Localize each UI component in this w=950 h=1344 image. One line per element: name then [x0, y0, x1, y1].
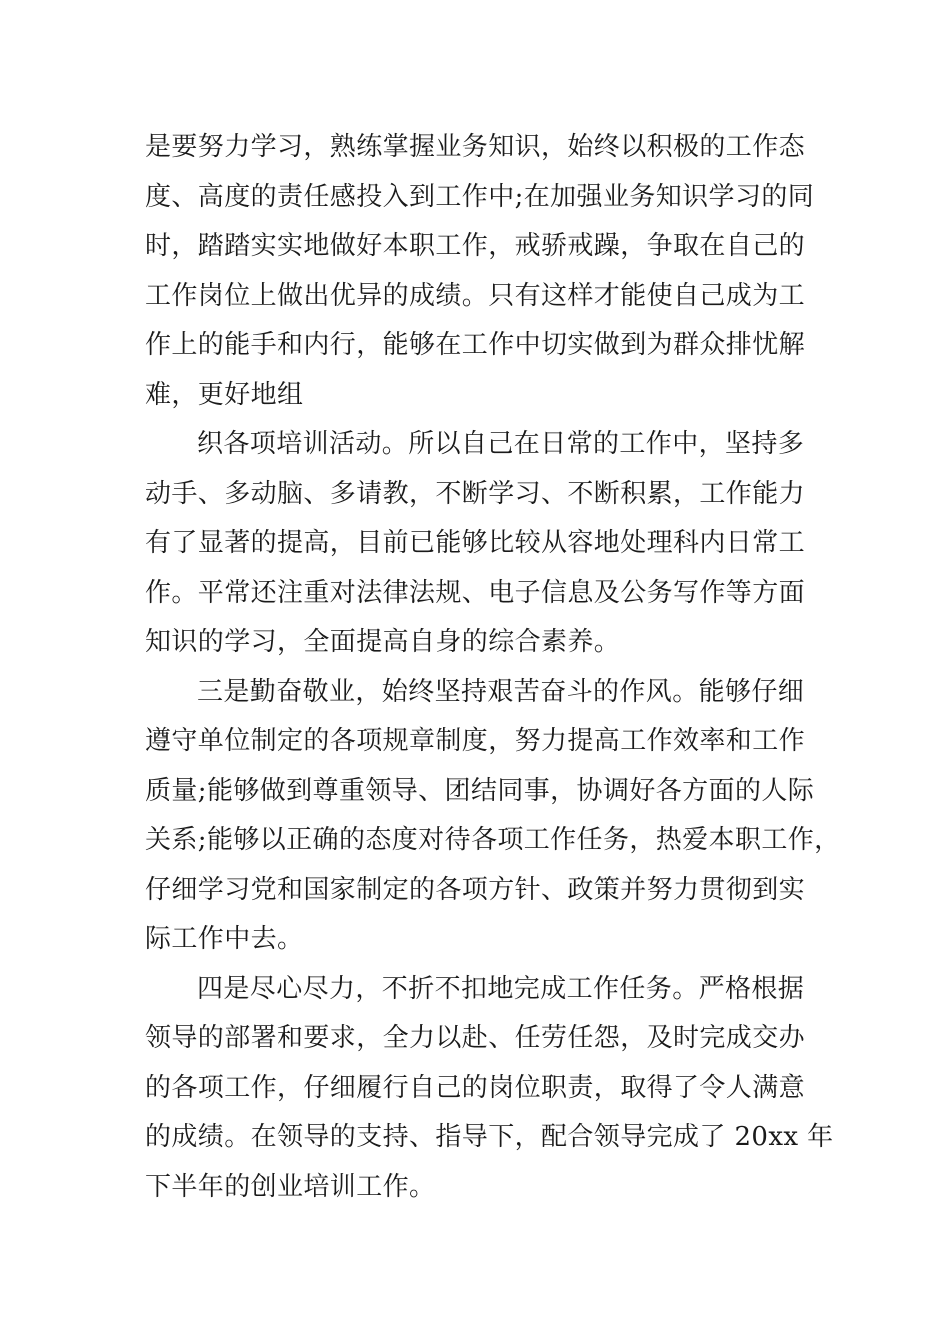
text-line: 作。平常还注重对法律法规、电子信息及公务写作等方面	[145, 577, 806, 608]
text-line: 难，更好地组	[145, 379, 304, 410]
paragraph-start-line: 织各项培训活动。所以自己在日常的工作中，坚持多	[197, 429, 805, 459]
text-line: 有了显著的提高，目前已能够比较从容地处理科内日常工	[145, 528, 806, 558]
text-line: 际工作中去。	[145, 924, 304, 954]
paragraph-start-line: 四是尽心尽力，不折不扣地完成工作任务。严格根据	[197, 973, 805, 1004]
text-line: 领导的部署和要求，全力以赴、任劳任怨，及时完成交办	[145, 1023, 806, 1053]
paragraph-start-line: 三是勤奋敬业，始终坚持艰苦奋斗的作风。能够仔细	[197, 676, 805, 707]
text-line: 动手、多动脑、多请教，不断学习、不断积累，工作能力	[145, 478, 806, 509]
text-line: 遵守单位制定的各项规章制度，努力提高工作效率和工作	[145, 726, 806, 756]
text-line: 下半年的创业培训工作。	[145, 1171, 436, 1202]
text-line: 度、高度的责任感投入到工作中;在加强业务知识学习的同	[145, 181, 815, 212]
text-line: 质量;能够做到尊重领导、团结同事，协调好各方面的人际	[145, 775, 815, 806]
text-line: 时，踏踏实实地做好本职工作，戒骄戒躁，争取在自己的	[145, 231, 806, 261]
text-line: 关系;能够以正确的态度对待各项工作任务，热爱本职工作，	[145, 825, 841, 855]
text-line: 的各项工作，仔细履行自己的岗位职责，取得了令人满意	[145, 1072, 806, 1103]
text-line: 仔细学习党和国家制定的各项方针、政策并努力贯彻到实	[145, 874, 806, 905]
text-line: 是要努力学习，熟练掌握业务知识，始终以积极的工作态	[145, 132, 806, 162]
text-line: 知识的学习，全面提高自身的综合素养。	[145, 627, 621, 657]
text-line: 的成绩。在领导的支持、指导下，配合领导完成了 20xx 年	[145, 1122, 834, 1152]
document-body	[145, 123, 841, 1212]
text-line: 工作岗位上做出优异的成绩。只有这样才能使自己成为工	[145, 280, 806, 311]
text-line: 作上的能手和内行，能够在工作中切实做到为群众排忧解	[145, 330, 806, 360]
